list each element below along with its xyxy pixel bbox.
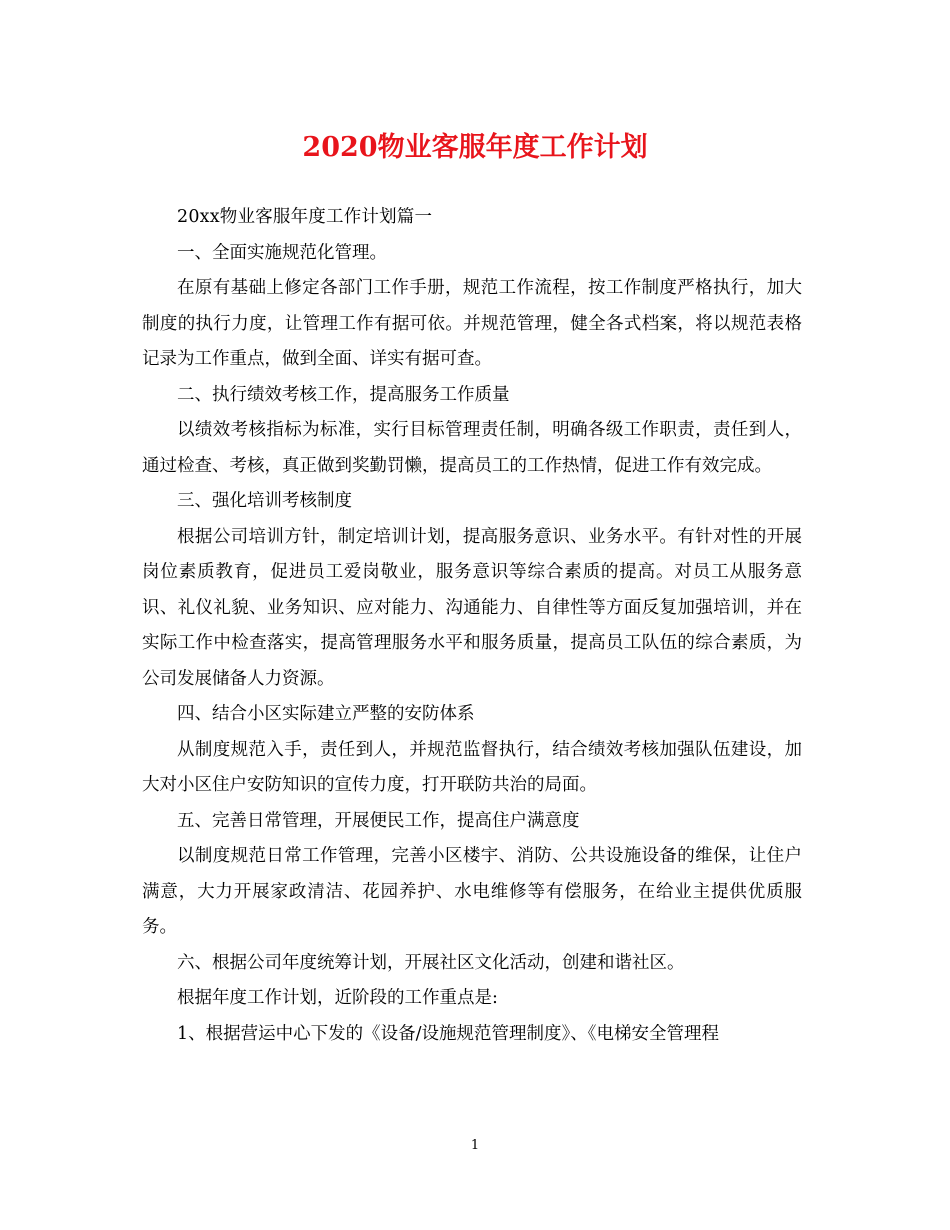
body-paragraph: 以绩效考核指标为标准，实行目标管理责任制，明确各级工作职责，责任到人，通过检查、考核，真正做到奖勤罚懒，提高员工的工作热情，促进工作有效完成。 <box>142 420 802 476</box>
body-paragraph: 以制度规范日常工作管理，完善小区楼宇、消防、公共设施设备的维保，让住户满意，大力开展家政清洁、花园养护、水电维修等有偿服务，在给业主提供优质服务。 <box>142 846 802 937</box>
body-paragraph: 根据公司培训方针，制定培训计划，提高服务意识、业务水平。有针对性的开展岗位素质教育，促进员工爱岗敬业，服务意识等综合素质的提高。对员工从服务意识、礼仪礼貌、业务知识、应对能力、沟通能力、自律性等方面反复加强培训，并在实际工作中检查落实，提高管理服务水平和服务质量，提高员工队伍的综合素质，为公司发展储备人力资源。 <box>142 526 802 689</box>
section-heading: 一、全面实施规范化管理。 <box>177 242 387 263</box>
section-heading: 三、强化培训考核制度 <box>177 491 352 511</box>
body-paragraph: 1、根据营运中心下发的《设备/设施规范管理制度》、《电梯安全管理程 <box>177 1023 720 1044</box>
body-paragraph: 根据年度工作计划，近阶段的工作重点是: <box>177 988 498 1008</box>
document-title: 2020物业客服年度工作计划 <box>302 132 648 163</box>
body-paragraph: 在原有基础上修定各部门工作手册，规范工作流程，按工作制度严格执行，加大制度的执行力度，让管理工作有据可依。并规范管理，健全各式档案，将以规范表格记录为工作重点，做到全面、详实有据可查。 <box>142 278 802 369</box>
section-heading: 二、执行绩效考核工作，提高服务工作质量 <box>177 384 510 405</box>
page-number: 1 <box>470 1138 480 1153</box>
document-body <box>142 200 802 1052</box>
section-heading: 五、完善日常管理，开展便民工作，提高住户满意度 <box>177 810 580 831</box>
section-heading: 四、结合小区实际建立严整的安防体系 <box>177 704 475 724</box>
section-heading: 六、根据公司年度统筹计划，开展社区文化活动，创建和谐社区。 <box>177 952 685 973</box>
section-heading: 20xx物业客服年度工作计划篇一 <box>177 207 433 227</box>
body-paragraph: 从制度规范入手，责任到人，并规范监督执行，结合绩效考核加强队伍建设，加大对小区住户安防知识的宣传力度，打开联防共治的局面。 <box>142 739 802 795</box>
